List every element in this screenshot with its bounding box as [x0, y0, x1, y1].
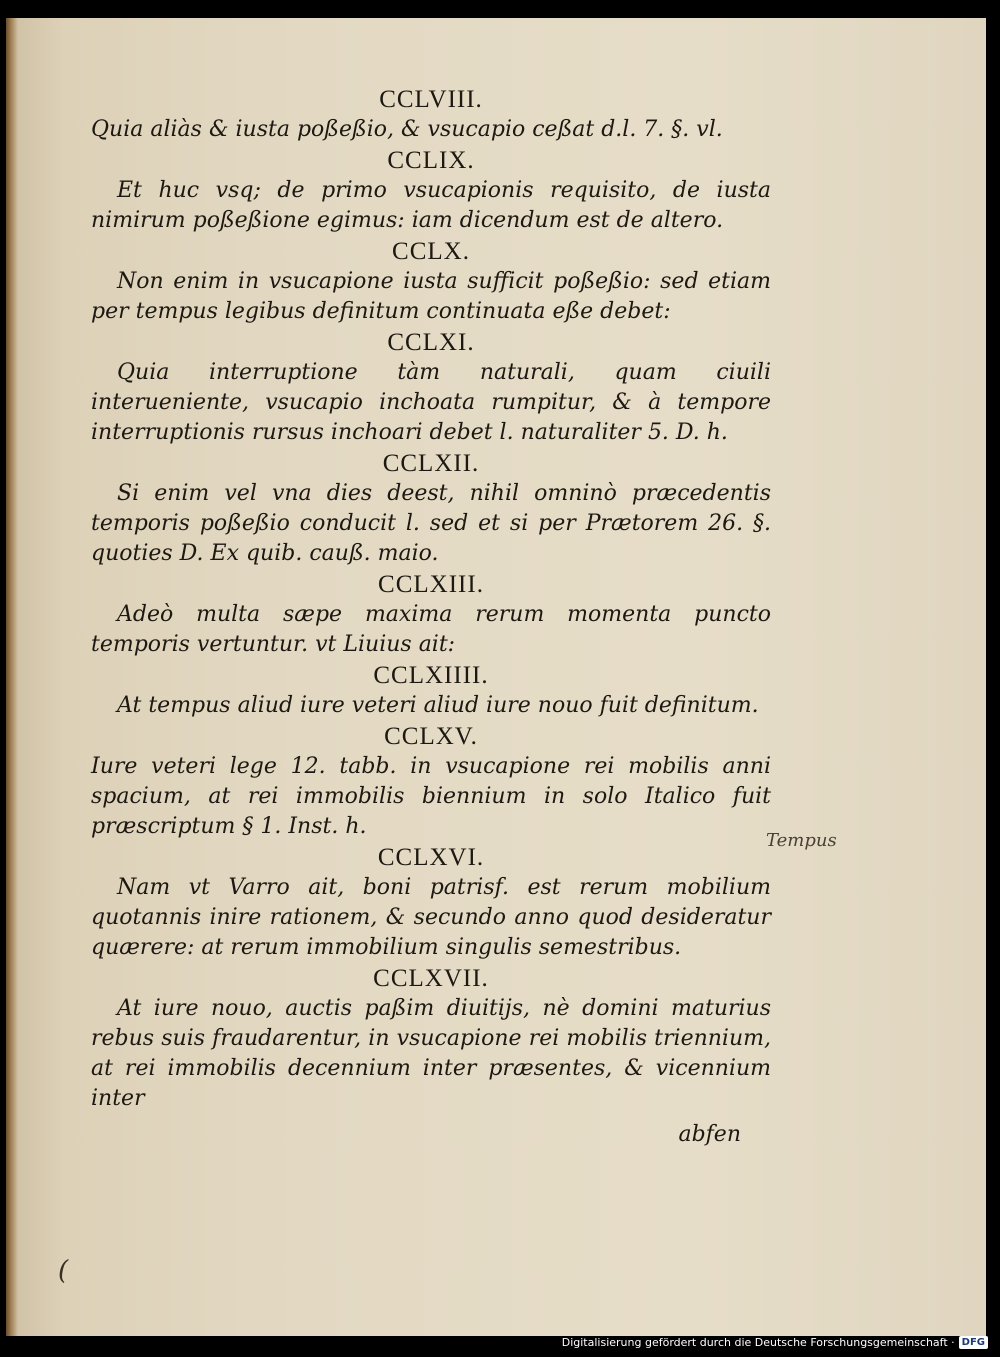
- section-numeral: CCLXI.: [387, 329, 475, 356]
- section-numeral: CCLXVI.: [377, 844, 485, 871]
- book-page: [6, 18, 986, 1336]
- section-numeral: CCLIX.: [387, 147, 475, 174]
- catchword: abfen: [678, 1122, 741, 1147]
- digitization-footer: [562, 1333, 988, 1351]
- dfg-logo-icon: DFG: [959, 1336, 988, 1349]
- section-numeral: CCLVIII.: [379, 86, 483, 113]
- section-text: Quia interruptione tàm naturali, quam ciuili interueniente, vsucapio inchoata rumpitur, & à tempore interruptionis rursus inchoari debet l. naturaliter 5. D. h.: [91, 360, 771, 445]
- page-binding-edge: [6, 18, 18, 1336]
- stray-ink-mark: (: [58, 1256, 69, 1286]
- section-text: Et huc vsq; de primo vsucapionis requisito, de iusta nimirum poßeßione egimus: iam dicendum est de altero.: [91, 178, 771, 233]
- section-numeral: CCLXIIII.: [373, 662, 489, 689]
- section-text: Non enim in vsucapione iusta sufficit poßeßio: sed etiam per tempus legibus definitum continuata eße debet:: [91, 269, 771, 324]
- page-text: [91, 84, 771, 1150]
- footer-credit: Digitalisierung gefördert durch die Deutsche Forschungsgemeinschaft ·: [561, 1335, 955, 1349]
- section-text: At iure nouo, auctis paßim diuitijs, nè domini maturius rebus suis fraudarentur, in vsucapione rei mobilis triennium, at rei immobilis decennium inter præsentes, & vicennium inter: [91, 996, 771, 1111]
- section-numeral: CCLXVII.: [373, 965, 489, 992]
- section-numeral: CCLXIII.: [378, 571, 484, 598]
- section-text: Iure veteri lege 12. tabb. in vsucapione rei mobilis anni spacium, at rei immobilis biennium in solo Italico fuit præscriptum § 1. Inst. h.: [91, 754, 771, 839]
- section-text: At tempus aliud iure veteri aliud iure nouo fuit definitum.: [117, 693, 759, 718]
- section-text: Quia aliàs & iusta poßeßio, & vsucapio ceßat d.l. 7. §. vl.: [91, 117, 723, 142]
- section-text: Si enim vel vna dies deest, nihil omninò præcedentis temporis poßeßio conducit l. sed et si per Prætorem 26. §. quoties D. Ex quib. cauß. maio.: [91, 481, 771, 566]
- handwritten-margin-note: Tempus: [766, 830, 837, 851]
- section-numeral: CCLX.: [392, 238, 470, 265]
- section-text: Adeò multa sæpe maxima rerum momenta puncto temporis vertuntur. vt Liuius ait:: [91, 602, 771, 657]
- section-text: Nam vt Varro ait, boni patrisf. est rerum mobilium quotannis inire rationem, & secundo anno quod desideratur quærere: at rerum immobilium singulis semestribus.: [91, 875, 771, 960]
- section-numeral: CCLXII.: [382, 450, 480, 477]
- section-numeral: CCLXV.: [384, 723, 478, 750]
